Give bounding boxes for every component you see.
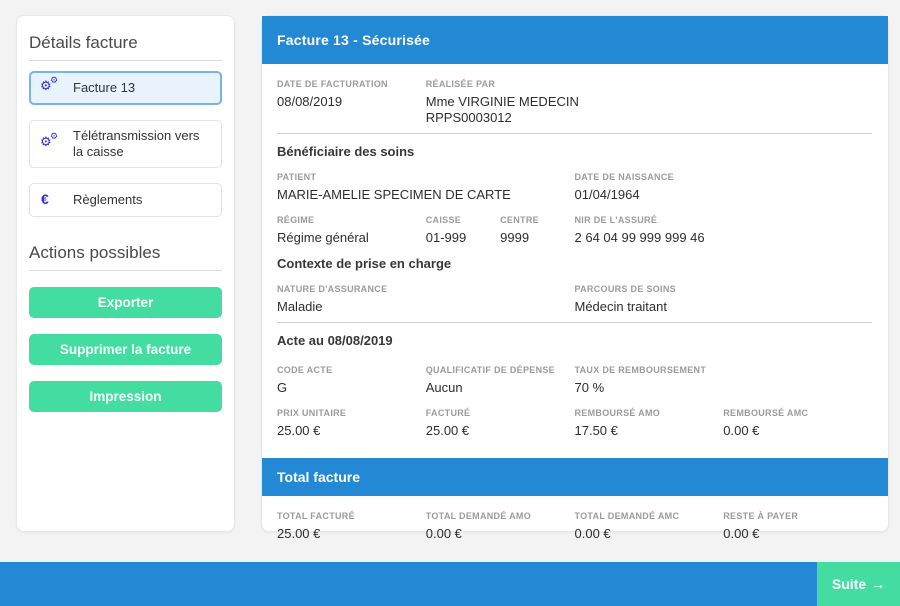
gears-icon [40, 76, 60, 97]
print-button[interactable]: Impression [29, 381, 222, 412]
field-label: FACTURÉ [425, 408, 471, 418]
field-value: Maladie [277, 299, 323, 314]
total-row [277, 511, 872, 542]
field-label: QUALIFICATIF DE DÉPENSE [425, 365, 555, 375]
section-beneficiaire-title: Bénéficiaire des soins [277, 144, 415, 159]
field-prix-unitaire [277, 408, 426, 439]
field-regime [277, 215, 426, 246]
export-button[interactable]: Exporter [29, 287, 222, 318]
field-value: 25.00 € [277, 526, 321, 541]
field-value: 0.00 € [574, 526, 611, 541]
field-label: RÉGIME [277, 215, 315, 225]
field-total-demande-amc [575, 511, 724, 542]
field-value: Régime général [277, 230, 369, 245]
divider [29, 270, 222, 271]
field-value: 25.00 € [425, 423, 470, 438]
field-reste-a-payer [723, 511, 872, 542]
sidebar-item-teletransmission[interactable] [29, 120, 222, 168]
field-value: 17.50 € [574, 423, 618, 438]
section-contexte-title: Contexte de prise en charge [277, 256, 452, 271]
field-label: TOTAL FACTURÉ [277, 511, 355, 521]
divider [277, 322, 872, 323]
delete-invoice-button[interactable]: Supprimer la facture [29, 334, 222, 365]
sidebar-item-label: Facture 13 [73, 80, 136, 95]
next-button[interactable] [817, 562, 900, 606]
field-label: TAUX DE REMBOURSEMENT [574, 365, 707, 375]
patient-row [277, 172, 872, 203]
field-value: 25.00 € [277, 423, 321, 438]
arrow-right-icon: → [871, 576, 886, 592]
field-value: 70 % [574, 380, 605, 395]
divider [29, 60, 222, 61]
gear-glyph: ⚙ [40, 135, 52, 150]
field-label: RÉALISÉE PAR [425, 79, 496, 89]
field-label: DATE DE FACTURATION [277, 79, 388, 89]
gear-glyph: ⚙ [40, 79, 52, 94]
sidebar-item-label: Règlements [73, 192, 143, 207]
divider [277, 133, 872, 134]
field-value: 9999 [500, 230, 530, 245]
field-label: TOTAL DEMANDÉ AMO [425, 511, 532, 521]
euro-icon [40, 191, 60, 209]
sidebar-details-title: Détails facture [29, 33, 138, 52]
field-label: DATE DE NAISSANCE [574, 172, 674, 182]
contexte-row [277, 284, 872, 315]
field-value: 0.00 € [723, 423, 760, 438]
field-total-facture [277, 511, 426, 542]
field-label: RESTE À PAYER [723, 511, 799, 521]
billing-row [277, 79, 872, 126]
field-rembourse-amc [723, 408, 872, 439]
field-label: REMBOURSÉ AMO [574, 408, 661, 418]
field-total-demande-amo [426, 511, 575, 542]
field-caisse [426, 215, 500, 246]
field-value: Médecin traitant [574, 299, 667, 314]
field-label: CENTRE [500, 215, 539, 225]
field-label: PRIX UNITAIRE [277, 408, 347, 418]
total-facture-bar: Total facture [262, 458, 888, 496]
field-value: MARIE-AMELIE SPECIMEN DE CARTE [277, 187, 511, 202]
gear-glyph: ⚙ [50, 76, 59, 86]
field-label: TOTAL DEMANDÉ AMC [574, 511, 680, 521]
regime-row [277, 215, 872, 246]
field-nature-assurance [277, 284, 575, 315]
field-date-naissance [575, 172, 873, 203]
field-nir [575, 215, 873, 246]
sidebar-card [16, 15, 235, 532]
field-code-acte [277, 365, 426, 396]
field-label: CAISSE [425, 215, 462, 225]
field-label: NIR DE L'ASSURÉ [574, 215, 658, 225]
field-taux-remboursement [575, 365, 873, 396]
euro-glyph: € [41, 191, 49, 207]
field-value: RPPS0003012 [425, 110, 512, 125]
field-label: PATIENT [277, 172, 317, 182]
field-parcours-soins [575, 284, 873, 315]
field-value: 2 64 04 99 999 999 46 [574, 230, 705, 245]
invoice-header: Facture 13 - Sécurisée [262, 16, 888, 64]
sidebar-item-label: Télétransmission vers la caisse [73, 128, 200, 159]
gear-glyph: ⚙ [50, 132, 59, 142]
sidebar-actions-title: Actions possibles [29, 243, 161, 262]
field-label: REMBOURSÉ AMC [723, 408, 809, 418]
field-value: Aucun [425, 380, 463, 395]
field-value: 0.00 € [723, 526, 760, 541]
field-qualificatif [426, 365, 575, 396]
field-value: 01/04/1964 [574, 187, 640, 202]
field-label: PARCOURS DE SOINS [574, 284, 676, 294]
field-label: NATURE D'ASSURANCE [277, 284, 388, 294]
acte-row-2 [277, 408, 872, 439]
invoice-card [261, 15, 889, 541]
section-acte-title: Acte au 08/08/2019 [277, 333, 393, 348]
field-rembourse-amo [575, 408, 724, 439]
acte-row-1 [277, 365, 872, 396]
gears-icon [40, 132, 60, 153]
field-value: 01-999 [425, 230, 467, 245]
sidebar-item-facture-13[interactable] [29, 71, 222, 105]
sidebar-item-reglements[interactable] [29, 183, 222, 217]
field-value: Mme VIRGINIE MEDECIN [425, 94, 579, 109]
field-patient [277, 172, 575, 203]
field-value: 08/08/2019 [277, 94, 343, 109]
next-button-label: Suite [831, 576, 867, 592]
field-realisee-par [426, 79, 872, 126]
invoice-body [262, 79, 888, 542]
field-value: G [277, 380, 288, 395]
field-label: CODE ACTE [277, 365, 333, 375]
field-date-facturation [277, 79, 426, 126]
footer-bar [0, 562, 900, 606]
field-facture [426, 408, 575, 439]
field-value: 0.00 € [425, 526, 462, 541]
field-centre [500, 215, 574, 246]
